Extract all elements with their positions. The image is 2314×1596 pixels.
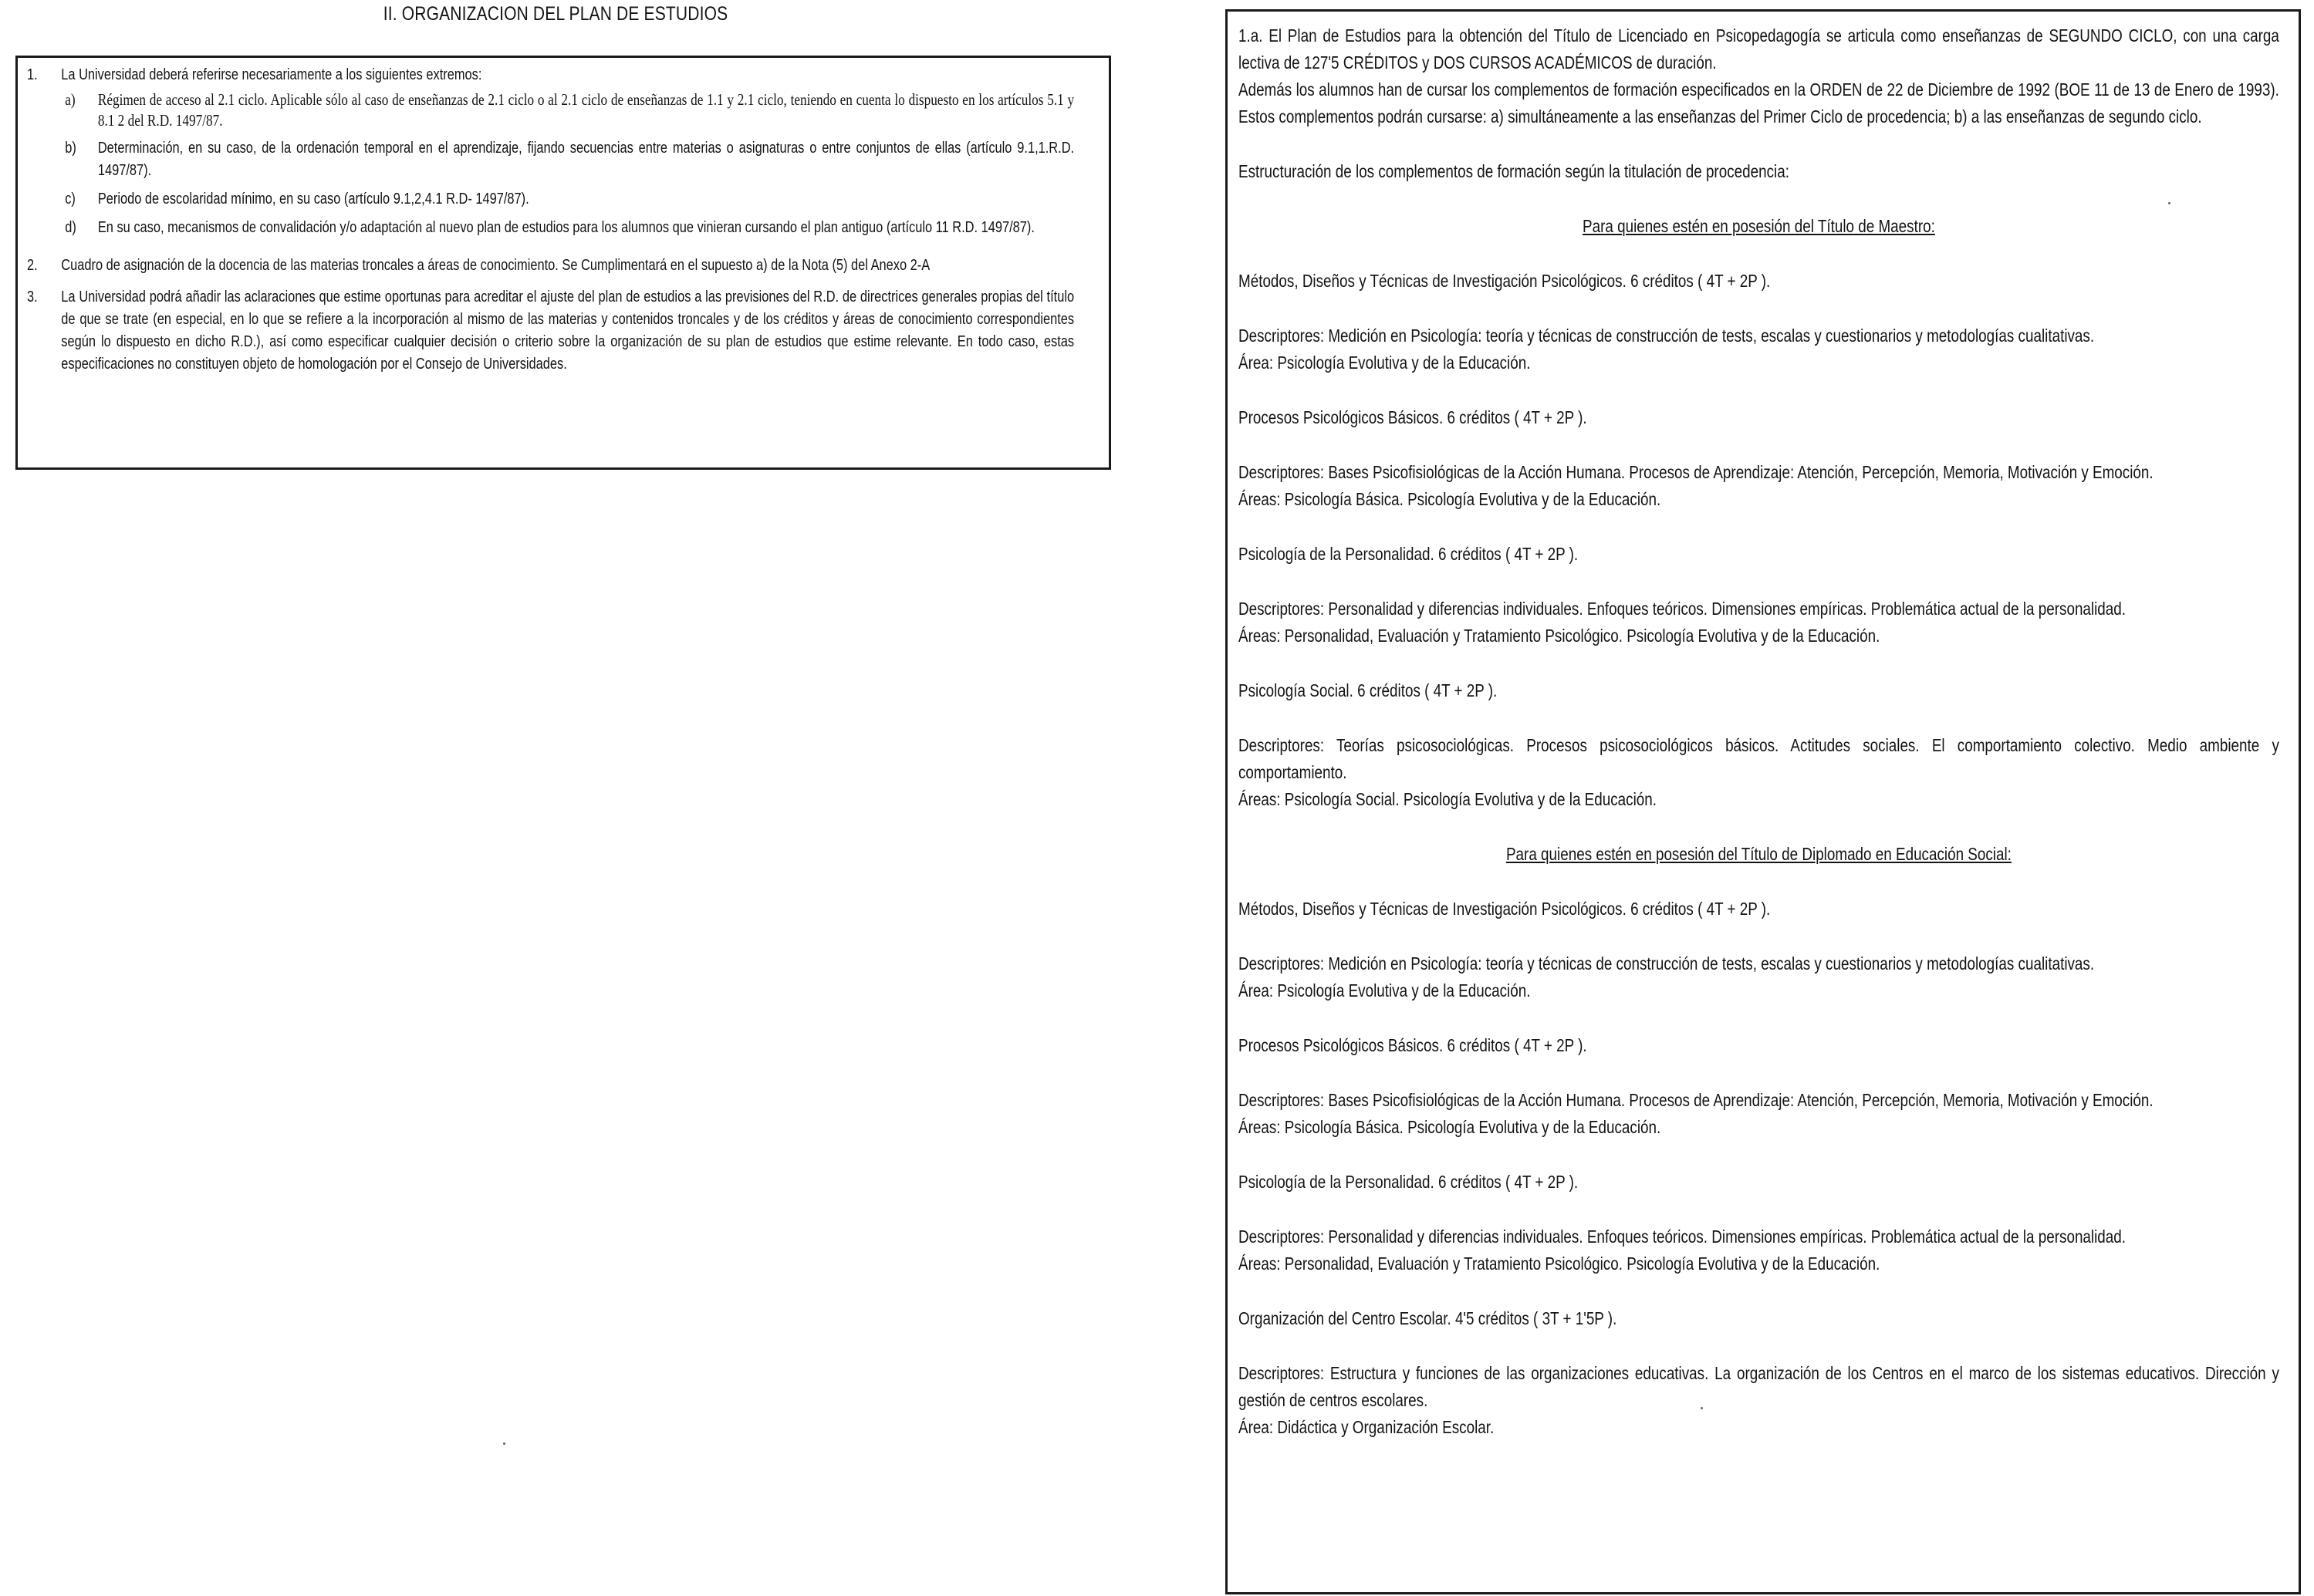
item-number: 1. [27, 66, 38, 83]
course-descriptors: Descriptores: Personalidad y diferencias individuales. Enfoques teóricos. Dimensiones empíricas. Problemática actual de la personalidad. [1238, 599, 2127, 619]
scan-speck [1701, 1407, 1703, 1409]
course-descriptors: Descriptores: Teorías psicosociológicas. Procesos psicosociológicos básicos. Actitudes sociales. El comportamiento colectivo. Medio ambiente y comportamiento. [1238, 735, 2279, 782]
course-title: Métodos, Diseños y Técnicas de Investigación Psicológicos. 6 créditos ( 4T + 2P ). [1238, 271, 1771, 291]
sub-item-text: Régimen de acceso al 2.1 ciclo. Aplicable sólo al caso de enseñanzas de 2.1 ciclo o al 2.1 ciclo de enseñanzas de 1.1 y 2.1 ciclo, teniendo en cuenta lo dispuesto en los artículos 5.1 y 8.1 2 del R.D. 1497/87. [97, 90, 1075, 130]
item-text: Cuadro de asignación de la docencia de las materias troncales a áreas de conocimiento. Se Cumplimentará en el supuesto a) de la Nota (5) del Anexo 2-A [61, 257, 931, 274]
course-descriptors: Descriptores: Medición en Psicología: teoría y técnicas de construcción de tests, escalas y cuestionarios y metodologías cualitativas. [1238, 953, 2095, 973]
item-number: 2. [27, 257, 38, 274]
section-title: II. ORGANIZACION DEL PLAN DE ESTUDIOS [383, 3, 728, 25]
list-item [27, 64, 1074, 245]
intro-paragraph: Además los alumnos han de cursar los complementos de formación especificados en la ORDEN de 22 de Diciembre de 1992 (BOE 11 de 13 de Enero de 1993). Estos complementos podrán cursarse: a) simultáneamente a las enseñanzas del Primer Ciclo de procedencia; b) a las enseñanzas de segundo ciclo. [1238, 79, 2279, 127]
sub-item [61, 137, 1074, 182]
scan-speck [503, 1442, 505, 1445]
plan-details-content [1238, 22, 2279, 1441]
item-text: La Universidad podrá añadir las aclaraciones que estime oportunas para acreditar el ajuste del plan de estudios a las previsiones del R.D. de directrices generales propias del título de que se trate (en especial, en lo que se refiere a la incorporación al mismo de las materias y contenidos troncales y de los créditos y áreas de conocimiento correspondientes según lo dispuesto en dicho R.D.), así como especificar cualquier decisión o criterio sobre la organización de su plan de estudios que estime relevante. En todo caso, estas especificaciones no constituyen objeto de homologación por el Consejo de Universidades. [61, 288, 1075, 373]
sub-item-text: Periodo de escolaridad mínimo, en su caso (artículo 9.1,2,4.1 R.D- 1497/87). [97, 191, 529, 208]
list-item [27, 286, 1074, 376]
course-areas: Áreas: Personalidad, Evaluación y Tratamiento Psicológico. Psicología Evolutiva y de la Educación. [1238, 1254, 1880, 1274]
sub-item-letter: b) [65, 140, 76, 157]
course-title: Procesos Psicológicos Básicos. 6 créditos ( 4T + 2P ). [1238, 1035, 1587, 1055]
course-descriptors: Descriptores: Personalidad y diferencias individuales. Enfoques teóricos. Dimensiones empíricas. Problemática actual de la personalidad. [1238, 1227, 2127, 1247]
section-heading: Para quienes estén en posesión del Título de Diplomado en Educación Social: [1505, 844, 2012, 864]
course-areas: Áreas: Psicología Básica. Psicología Evolutiva y de la Educación. [1238, 489, 1661, 509]
course-title: Métodos, Diseños y Técnicas de Investigación Psicológicos. 6 créditos ( 4T + 2P ). [1238, 899, 1771, 919]
sub-item-letter: d) [65, 219, 76, 236]
plan-details-box [1225, 9, 2301, 1594]
course-title: Psicología de la Personalidad. 6 créditos ( 4T + 2P ). [1238, 1172, 1579, 1192]
sub-item-letter: c) [65, 191, 76, 208]
course-descriptors: Descriptores: Estructura y funciones de las organizaciones educativas. La organización de los Centros en el marco de los sistemas educativos. Dirección y gestión de centros escolares. [1238, 1363, 2279, 1410]
item-number: 3. [27, 288, 38, 305]
course-areas: Áreas: Psicología Básica. Psicología Evolutiva y de la Educación. [1238, 1117, 1661, 1137]
course-areas: Área: Didáctica y Organización Escolar. [1238, 1417, 1495, 1437]
course-title: Organización del Centro Escolar. 4'5 créditos ( 3T + 1'5P ). [1238, 1308, 1617, 1328]
sub-item-text: En su caso, mecanismos de convalidación y/o adaptación al nuevo plan de estudios para los alumnos que vinieran cursando el plan antiguo (artículo 11 R.D. 1497/87). [97, 219, 1035, 236]
course-descriptors: Descriptores: Medición en Psicología: teoría y técnicas de construcción de tests, escalas y cuestionarios y metodologías cualitativas. [1238, 326, 2095, 346]
sub-item [61, 89, 1074, 131]
course-title: Psicología de la Personalidad. 6 créditos ( 4T + 2P ). [1238, 544, 1579, 564]
course-areas: Áreas: Personalidad, Evaluación y Tratamiento Psicológico. Psicología Evolutiva y de la Educación. [1238, 626, 1880, 646]
sub-item-text: Determinación, en su caso, de la ordenación temporal en el aprendizaje, fijando secuencias entre materias o asignaturas o entre conjuntos de ellas (artículo 9.1,1.R.D. 1497/87). [97, 140, 1075, 179]
sub-item [61, 188, 1074, 211]
list-item [27, 255, 1074, 277]
organization-box [15, 56, 1111, 470]
scan-speck [2168, 202, 2170, 204]
organization-list [27, 64, 1074, 385]
course-areas: Áreas: Psicología Social. Psicología Evolutiva y de la Educación. [1238, 789, 1657, 809]
structure-paragraph: Estructuración de los complementos de formación según la titulación de procedencia: [1238, 161, 1789, 181]
course-title: Psicología Social. 6 créditos ( 4T + 2P ). [1238, 680, 1498, 700]
intro-paragraph: 1.a. El Plan de Estudios para la obtención del Título de Licenciado en Psicopedagogía se articula como enseñanzas de SEGUNDO CICLO, con una carga lectiva de 127'5 CRÉDITOS y DOS CURSOS ACADÉMICOS de duración. [1238, 25, 2279, 73]
course-title: Procesos Psicológicos Básicos. 6 créditos ( 4T + 2P ). [1238, 407, 1587, 427]
course-descriptors: Descriptores: Bases Psicofisiológicas de la Acción Humana. Procesos de Aprendizaje: Atención, Percepción, Memoria, Motivación y Emoción. [1238, 1090, 2154, 1110]
sub-item-letter: a) [65, 90, 76, 109]
item-text: La Universidad deberá referirse necesariamente a los siguientes extremos: [61, 66, 482, 83]
course-descriptors: Descriptores: Bases Psicofisiológicas de la Acción Humana. Procesos de Aprendizaje: Atención, Percepción, Memoria, Motivación y Emoción. [1238, 462, 2154, 482]
course-areas: Área: Psicología Evolutiva y de la Educación. [1238, 353, 1531, 373]
course-areas: Área: Psicología Evolutiva y de la Educación. [1238, 980, 1531, 1000]
sub-item [61, 217, 1074, 239]
section-heading: Para quienes estén en posesión del Título de Maestro: [1583, 216, 1935, 236]
